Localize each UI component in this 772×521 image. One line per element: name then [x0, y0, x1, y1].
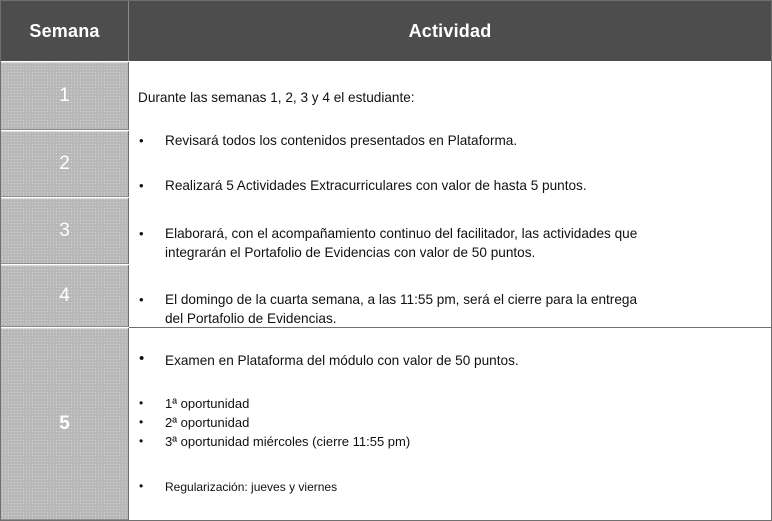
bullet-marker: •: [139, 350, 145, 367]
week-4-cell: 4: [1, 265, 129, 327]
bullet-marker: •: [139, 178, 144, 193]
bullet-marker: •: [139, 292, 144, 307]
activity-bullet-deadline-line2: del Portafolio de Evidencias.: [165, 311, 337, 326]
activity-intro: Durante las semanas 1, 2, 3 y 4 el estudiante:: [138, 90, 415, 105]
activity-bullet-portfolio-line1: Elaborará, con el acompañamiento continuo del facilitador, las actividades que: [165, 226, 638, 241]
header-activity: Actividad: [408, 20, 492, 41]
week-5-cell: 5: [1, 328, 129, 520]
opportunity-1: 1ª oportunidad: [165, 396, 250, 411]
header-week: Semana: [1, 1, 129, 61]
activity-exam: Examen en Plataforma del módulo con valor de 50 puntos.: [165, 353, 519, 368]
activity-weeks-1-4: [129, 62, 771, 328]
regularization: Regularización: jueves y viernes: [165, 480, 338, 494]
opportunity-2: 2ª oportunidad: [165, 415, 250, 430]
activity-bullet-extracurricular: Realizará 5 Actividades Extracurriculares con valor de hasta 5 puntos.: [165, 178, 587, 193]
week-3-cell: 3: [1, 198, 129, 264]
activity-bullet-portfolio-line2: integrarán el Portafolio de Evidencias con valor de 50 puntos.: [165, 245, 536, 260]
week-1-cell: 1: [1, 62, 129, 130]
activity-week-5: [129, 328, 771, 520]
bullet-marker: •: [139, 226, 144, 241]
week-2-cell: 2: [1, 131, 129, 197]
table-header: [1, 1, 771, 61]
bullet-marker: •: [139, 133, 144, 148]
opportunity-3: 3ª oportunidad miércoles (cierre 11:55 pm): [165, 434, 411, 449]
activity-bullet-review: Revisará todos los contenidos presentados en Plataforma.: [165, 133, 518, 148]
activity-bullet-deadline-line1: El domingo de la cuarta semana, a las 11:55 pm, será el cierre para la entrega: [165, 292, 638, 307]
bullet-marker: •: [139, 434, 144, 448]
bullet-marker: •: [139, 415, 144, 429]
bullet-marker: •: [139, 396, 144, 410]
bullet-marker: •: [139, 479, 144, 493]
